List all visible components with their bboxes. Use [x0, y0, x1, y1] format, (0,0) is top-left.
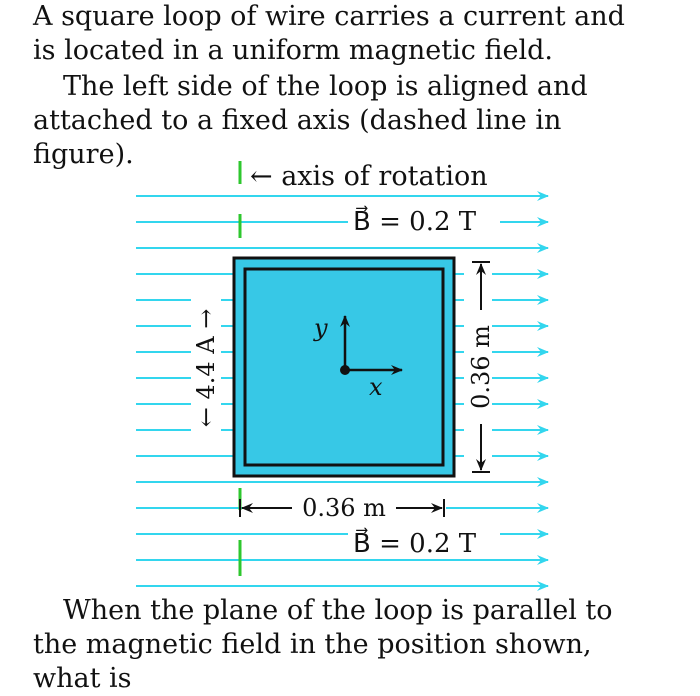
problem-paragraph-3: [33, 594, 653, 696]
bottom-dimension-label: 0.36 m: [302, 494, 386, 522]
problem-paragraph-3-text: When the plane of the loop is parallel to the magnetic field in the position shown, what is: [33, 595, 613, 694]
side-dimension-label: 0.36 m: [467, 325, 495, 409]
x-axis-label: x: [369, 373, 383, 401]
y-axis-label: y: [314, 314, 328, 342]
field-label-bottom: B⃗ = 0.2 T: [353, 529, 477, 559]
problem-paragraph-2-text: The left side of the loop is aligned and attached to a fixed axis (dashed line in figure).: [33, 71, 588, 170]
origin-point: [340, 365, 350, 375]
field-label-top: B⃗ = 0.2 T: [353, 207, 477, 237]
problem-paragraph-1: A square loop of wire carries a current and is located in a uniform magnetic field.: [33, 1, 625, 66]
axis-of-rotation-label: ← axis of rotation: [250, 161, 488, 192]
problem-paragraph-2: [33, 70, 653, 172]
loop-figure: [0, 158, 700, 594]
current-label: ← 4.4 A →: [192, 308, 220, 428]
